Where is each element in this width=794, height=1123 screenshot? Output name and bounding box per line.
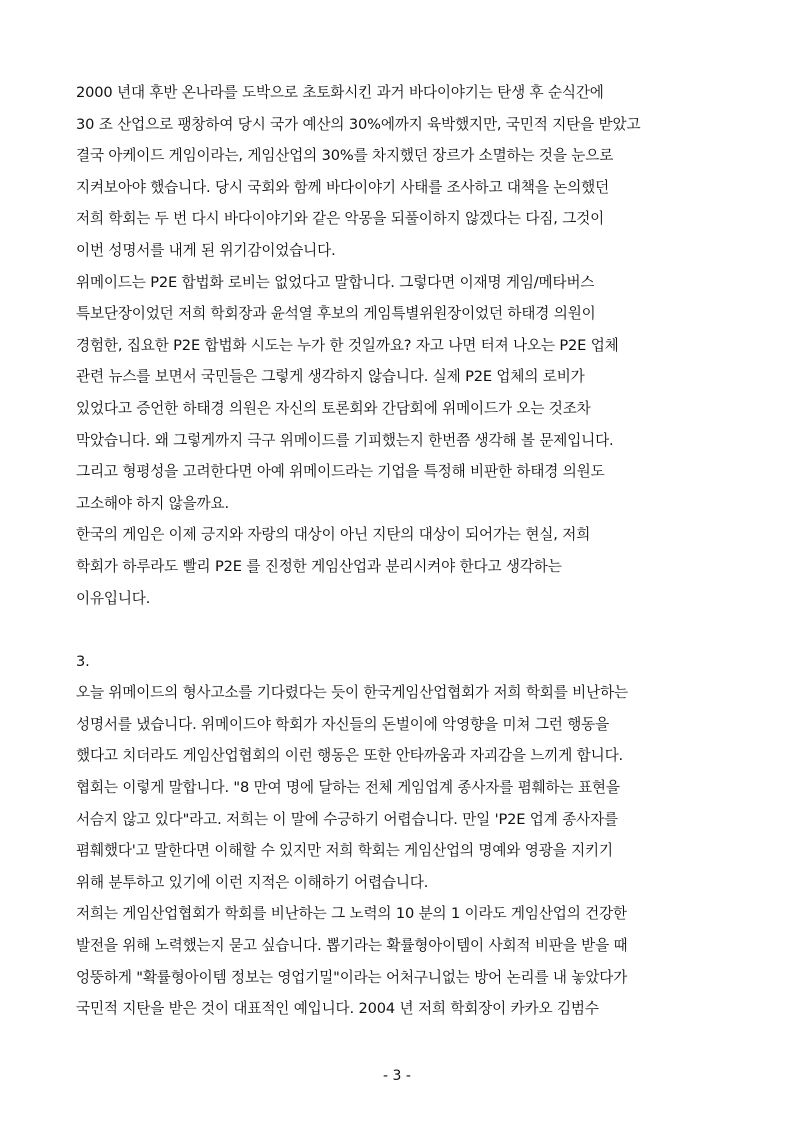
text-line: 폄훼했다'고 말한다면 이해할 수 있지만 저희 학회는 게임산업의 명예와 영광을 지키기 xyxy=(76,842,613,860)
text-line: 특보단장이었던 저희 학회장과 윤석열 후보의 게임특별위원장이었던 하태경 의원이 xyxy=(76,305,596,323)
text-line: 엉뚱하게 "확률형아이템 정보는 영업기밀"이라는 어처구니없는 방어 논리를 내 놓았다가 xyxy=(76,968,628,986)
text-line: 했다고 치더라도 게임산업협회의 이런 행동은 또한 안타까움과 자괴감을 느끼게 합니다. xyxy=(76,747,624,765)
text-line: 저희는 게임산업협회가 학회를 비난하는 그 노력의 10 분의 1 이라도 게임산업의 건강한 xyxy=(76,905,628,923)
text-line: 막았습니다. 왜 그렇게까지 극구 위메이드를 기피했는지 한번쯤 생각해 볼 문제입니다. xyxy=(76,431,614,449)
text-line: 경험한, 집요한 P2E 합법화 시도는 누가 한 것일까요? 자고 나면 터져 나오는 P2E 업체 xyxy=(76,336,619,354)
text-line: 이번 성명서를 내게 된 위기감이었습니다. xyxy=(76,241,336,259)
section-number: 3. xyxy=(76,652,90,670)
text-line: 한국의 게임은 이제 긍지와 자랑의 대상이 아닌 지탄의 대상이 되어가는 현실, 저희 xyxy=(76,526,591,544)
paragraph xyxy=(76,519,736,614)
text-line: 위메이드는 P2E 합법화 로비는 없었다고 말합니다. 그렇다면 이재명 게임/메타버스 xyxy=(76,273,595,291)
text-line: 협회는 이렇게 말합니다. "8 만여 명에 달하는 전체 게임업계 종사자를 폄훼하는 표현을 xyxy=(76,779,620,797)
page-number: - 3 - xyxy=(383,1068,411,1084)
text-line: 위해 분투하고 있기에 이런 지적은 이해하기 어렵습니다. xyxy=(76,873,429,891)
text-line: 저희 학회는 두 번 다시 바다이야기와 같은 악몽을 되풀이하지 않겠다는 다짐, 그것이 xyxy=(76,210,605,228)
text-line: 지켜보아야 했습니다. 당시 국회와 함께 바다이야기 사태를 조사하고 대책을 논의했던 xyxy=(76,178,610,196)
text-line: 학회가 하루라도 빨리 P2E 를 진정한 게임산업과 분리시켜야 한다고 생각하는 xyxy=(76,557,562,575)
text-line: 있었다고 증언한 하태경 의원은 자신의 토론회와 간담회에 위메이드가 오는 것조차 xyxy=(76,399,591,417)
text-line: 이유입니다. xyxy=(76,589,151,607)
text-line: 오늘 위메이드의 형사고소를 기다렸다는 듯이 한국게임산업협회가 저희 학회를 비난하는 xyxy=(76,684,628,702)
text-line: 그리고 형평성을 고려한다면 아예 위메이드라는 기업을 특정해 비판한 하태경 의원도 xyxy=(76,463,605,481)
text-line: 국민적 지탄을 받은 것이 대표적인 예입니다. 2004 년 저희 학회장이 카카오 김범수 xyxy=(76,1000,599,1018)
text-line: 결국 아케이드 게임이라는, 게임산업의 30%를 차지했던 장르가 소멸하는 것을 눈으로 xyxy=(76,147,614,165)
document-body xyxy=(76,77,736,1025)
paragraph xyxy=(76,677,736,898)
text-line: 관련 뉴스를 보면서 국민들은 그렇게 생각하지 않습니다. 실제 P2E 업체의 로비가 xyxy=(76,368,585,386)
paragraph xyxy=(76,267,736,520)
text-line: 성명서를 냈습니다. 위메이드야 학회가 자신들의 돈벌이에 악영향을 미쳐 그런 행동을 xyxy=(76,715,610,733)
paragraph xyxy=(76,898,736,1024)
text-line: 서슴지 않고 있다"라고. 저희는 이 말에 수긍하기 어렵습니다. 만일 'P2E 업계 종사자를 xyxy=(76,810,618,828)
text-line: 고소해야 하지 않을까요. xyxy=(76,494,229,512)
text-line: 발전을 위해 노력했는지 묻고 싶습니다. 뽑기라는 확률형아이템이 사회적 비판을 받을 때 xyxy=(76,937,628,955)
blank-line xyxy=(76,614,736,646)
text-line: 2000 년대 후반 온나라를 도박으로 초토화시킨 과거 바다이야기는 탄생 후 순식간에 xyxy=(76,84,604,101)
paragraph xyxy=(76,77,736,267)
text-line: 30 조 산업으로 팽창하여 당시 국가 예산의 30%에까지 육박했지만, 국민적 지탄을 받았고 xyxy=(76,115,641,133)
